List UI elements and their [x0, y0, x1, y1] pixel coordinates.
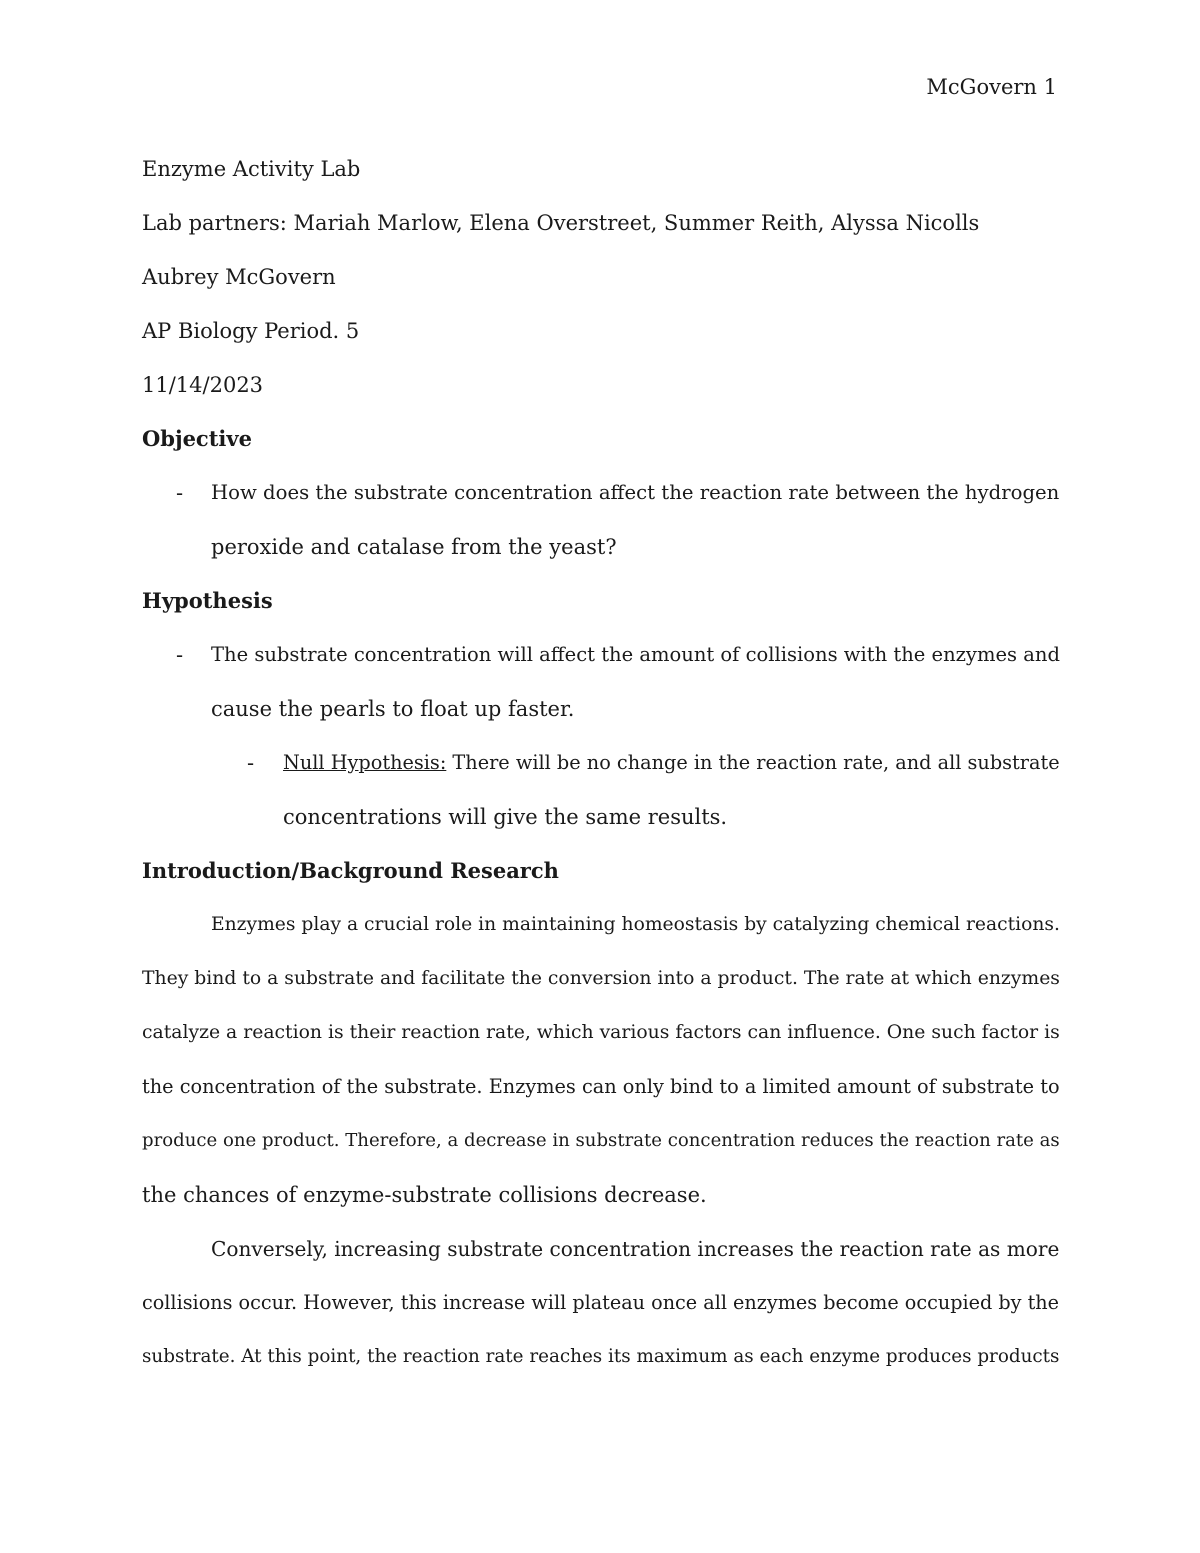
null-hypothesis-label: Null Hypothesis: [283, 751, 447, 774]
paragraph-line: substrate. At this point, the reaction rate reaches its maximum as each enzyme produces products [142, 1346, 1060, 1367]
paragraph-line: the chances of enzyme-substrate collisions decrease. [142, 1183, 707, 1207]
document-date: 11/14/2023 [142, 373, 264, 397]
introduction-paragraph-2 [142, 1222, 1060, 1384]
paragraph-line: the concentration of the substrate. Enzymes can only bind to a limited amount of substrate to [142, 1075, 1060, 1098]
objective-line-1: How does the substrate concentration affect the reaction rate between the hydrogen [211, 481, 1060, 504]
lab-partners: Lab partners: Mariah Marlow, Elena Overstreet, Summer Reith, Alyssa Nicolls [142, 211, 980, 235]
paragraph-line: catalyze a reaction is their reaction rate, which various factors can influence. One such factor is [142, 1022, 1060, 1043]
null-hypothesis-bullet [142, 736, 1060, 844]
bullet-dash: - [176, 481, 184, 505]
objective-bullet [142, 466, 1060, 574]
paragraph-line: Conversely, increasing substrate concentration increases the reaction rate as more [211, 1237, 1060, 1261]
document-title: Enzyme Activity Lab [142, 157, 361, 181]
bullet-dash: - [247, 751, 255, 775]
bullet-dash: - [176, 643, 184, 667]
running-head: McGovern 1 [926, 75, 1057, 99]
hypothesis-heading: Hypothesis [142, 588, 273, 613]
document-body [142, 142, 1060, 1384]
introduction-paragraph-1 [142, 898, 1060, 1222]
paragraph-line: They bind to a substrate and facilitate the conversion into a product. The rate at which enzymes [142, 968, 1060, 989]
hypothesis-bullet [142, 628, 1060, 736]
class-period: AP Biology Period. 5 [142, 319, 360, 343]
paragraph-line: Enzymes play a crucial role in maintaining homeostasis by catalyzing chemical reactions. [211, 914, 1060, 935]
paragraph-line: collisions occur. However, this increase will plateau once all enzymes become occupied by the [142, 1291, 1060, 1314]
hypothesis-line-1: The substrate concentration will affect the amount of collisions with the enzymes and [211, 643, 1060, 666]
null-hypothesis-line-1 [283, 736, 1060, 790]
hypothesis-line-2: cause the pearls to float up faster. [211, 697, 575, 721]
introduction-heading: Introduction/Background Research [142, 858, 559, 883]
objective-heading: Objective [142, 426, 252, 451]
author-name: Aubrey McGovern [142, 265, 336, 289]
paragraph-line: produce one product. Therefore, a decrease in substrate concentration reduces the reaction rate as [142, 1130, 1060, 1151]
objective-line-2: peroxide and catalase from the yeast? [211, 535, 617, 559]
null-hypothesis-line-2: concentrations will give the same results. [283, 805, 728, 829]
null-hypothesis-text: There will be no change in the reaction rate, and all substrate [446, 751, 1060, 774]
